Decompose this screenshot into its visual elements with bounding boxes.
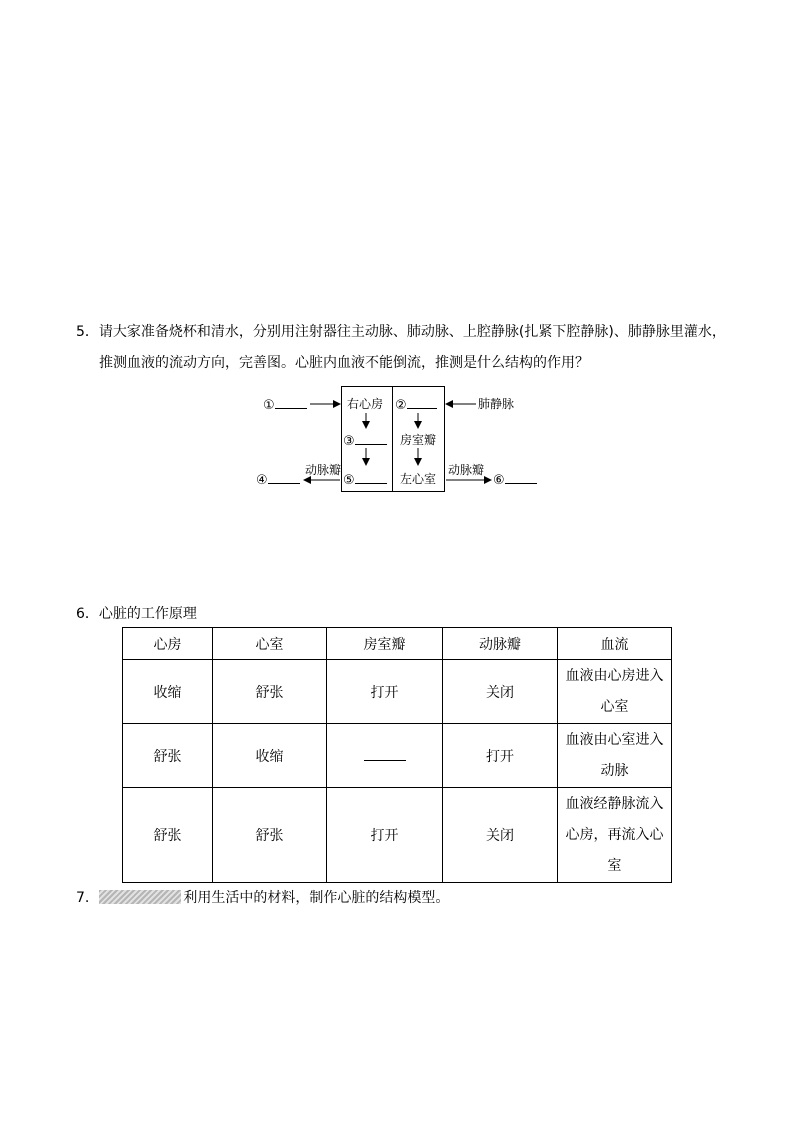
table-cell: 收缩 [213, 724, 327, 788]
table-cell: 收缩 [123, 660, 213, 724]
label-1: ① [263, 396, 307, 413]
table-cell: 打开 [327, 660, 443, 724]
activity-badge-icon [99, 890, 181, 904]
table-cell: 打开 [327, 788, 443, 883]
header-ventricle: 心室 [213, 628, 327, 660]
label-arterial-valve-left: 动脉瓣 [305, 463, 342, 477]
header-arterial-valve: 动脉瓣 [443, 628, 558, 660]
question-7-number: 7. [76, 890, 90, 906]
answer-blank [364, 746, 406, 761]
label-right-atrium: 右心房 [347, 397, 384, 411]
table-cell: 舒张 [213, 788, 327, 883]
heart-work-table [122, 627, 672, 883]
label-av-valve: 房室瓣 [400, 433, 437, 447]
question-6-title: 6．心脏的工作原理 [76, 606, 197, 622]
table-cell: 关闭 [443, 788, 558, 883]
label-arterial-valve-right: 动脉瓣 [448, 463, 485, 477]
table-header-row [123, 628, 672, 660]
table-row [123, 788, 672, 883]
label-pulmonary-vein: 肺静脉 [478, 397, 515, 411]
header-blood-flow: 血流 [558, 628, 672, 660]
question-5-text: 5．请大家准备烧杯和清水，分别用注射器往主动脉、肺动脉、上腔静脉(扎紧下腔静脉)、肺静脉里灌水， [76, 324, 726, 340]
table-cell-blank[interactable] [327, 724, 443, 788]
header-av-valve: 房室瓣 [327, 628, 443, 660]
label-4: ④ [256, 471, 300, 488]
question-7 [76, 887, 449, 907]
question-5-text-cont: 推测血液的流动方向，完善图。心脏内血液不能倒流，推测是什么结构的作用？ [99, 355, 589, 371]
table-cell: 舒张 [123, 788, 213, 883]
label-5: ⑤ [343, 471, 387, 488]
label-3: ③ [343, 432, 387, 449]
label-6: ⑥ [493, 471, 537, 488]
table-row [123, 660, 672, 724]
label-2: ② [395, 396, 437, 413]
table-cell: 血液经静脉流入心房，再流入心室 [558, 788, 672, 883]
table-row [123, 724, 672, 788]
table-cell: 血液由心房进入心室 [558, 660, 672, 724]
table-cell: 关闭 [443, 660, 558, 724]
table-cell: 舒张 [123, 724, 213, 788]
question-7-text: 利用生活中的材料，制作心脏的结构模型。 [183, 890, 450, 906]
label-left-ventricle: 左心室 [400, 472, 437, 486]
table-cell: 打开 [443, 724, 558, 788]
header-atrium: 心房 [123, 628, 213, 660]
table-cell: 血液由心室进入动脉 [558, 724, 672, 788]
table-cell: 舒张 [213, 660, 327, 724]
